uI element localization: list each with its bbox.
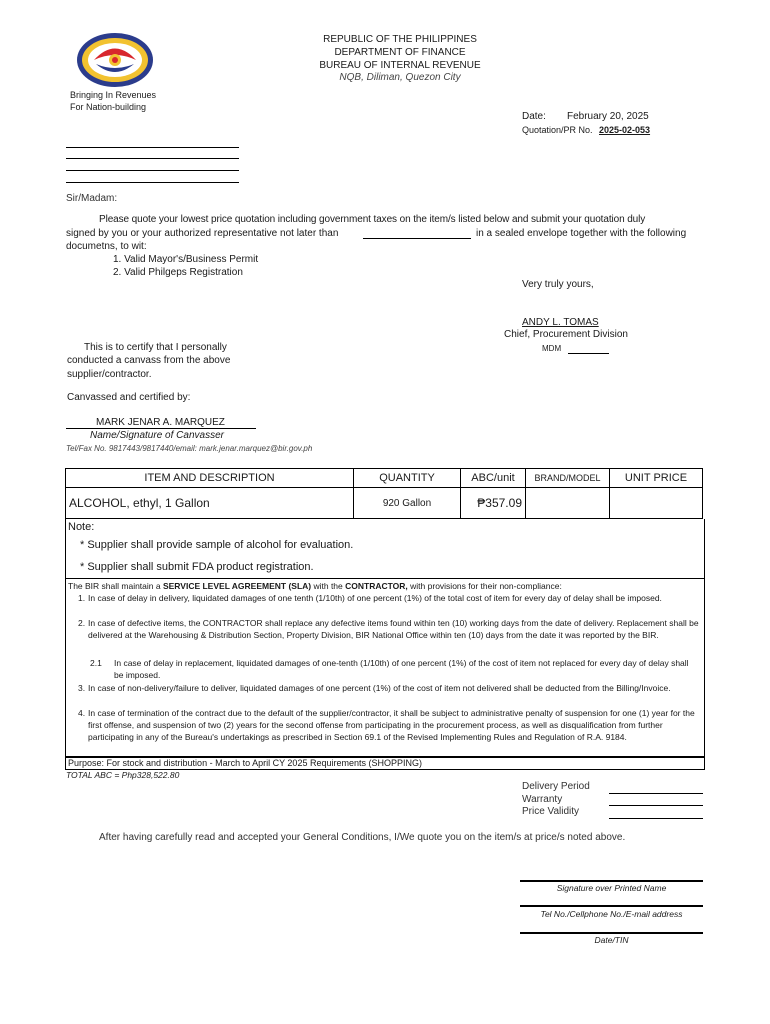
item-abc: ₱357.09 bbox=[461, 488, 526, 519]
tel-line[interactable] bbox=[520, 905, 703, 907]
col-abc-unit: ABC/unit bbox=[461, 469, 526, 488]
sla-box bbox=[65, 578, 705, 758]
canvasser-contact: Tel/Fax No. 9817443/9817440/email: mark.jenar.marquez@bir.gov.ph bbox=[66, 444, 313, 453]
qpr-value: 2025-02-053 bbox=[599, 125, 651, 135]
table-row bbox=[66, 488, 703, 519]
header-republic: REPUBLIC OF THE PHILIPPINES bbox=[323, 34, 477, 45]
header-department: DEPARTMENT OF FINANCE bbox=[334, 47, 466, 58]
motto-line-1: Bringing In Revenues bbox=[70, 90, 157, 100]
item-description: ALCOHOL, ethyl, 1 Gallon bbox=[66, 488, 354, 519]
signatory-title: Chief, Procurement Division bbox=[504, 329, 628, 340]
warranty-label: Warranty bbox=[522, 794, 563, 805]
supplier-line-2 bbox=[66, 158, 239, 159]
col-item-description: ITEM AND DESCRIPTION bbox=[66, 469, 354, 488]
motto-line-2: For Nation-building bbox=[70, 102, 147, 112]
item-unit-price-field[interactable] bbox=[610, 488, 703, 519]
supplier-line-4 bbox=[66, 182, 239, 183]
sla-item-1-num: 1. bbox=[78, 593, 86, 603]
note-label: Note: bbox=[68, 521, 95, 533]
warranty-field[interactable] bbox=[609, 805, 703, 806]
sla-intro-e: with provisions for their non-compliance: bbox=[407, 581, 562, 591]
canvasser-line bbox=[66, 428, 256, 429]
signature-line[interactable] bbox=[520, 880, 703, 882]
sla-item-4: In case of termination of the contract due to the default of the supplier/contractor, it shall be subject to administrative penalty of suspension for one (1) year for the first offense, and suspension of two (2) years for the second offense from participating in the procurement process, as well as disqualification from further participating in any of the Bureau's undertakings as prescribed in Section 69.1 of the Revised Implementing Rules and Regulation of R.A. 9184. bbox=[88, 708, 695, 743]
item-quantity: 920 Gallon bbox=[354, 488, 461, 519]
deadline-blank-line bbox=[363, 238, 471, 239]
purpose-box bbox=[65, 756, 705, 770]
sla-item-3: In case of non-delivery/failure to deliver, liquidated damages of one percent (1%) of the cost of item not delivered shall be deducted from the Billing/Invoice. bbox=[88, 683, 671, 693]
acceptance-text: After having carefully read and accepted your General Conditions, I/We quote you on the item/s at price/s noted above. bbox=[99, 832, 626, 843]
sla-intro bbox=[68, 580, 698, 592]
signature-caption: Signature over Printed Name bbox=[556, 883, 667, 893]
sla-intro-a: The BIR shall maintain a bbox=[68, 581, 163, 591]
sla-item-4-num: 4. bbox=[78, 708, 86, 718]
qpr-label: Quotation/PR No. bbox=[522, 125, 593, 135]
certify-line-1: This is to certify that I personally bbox=[84, 342, 227, 353]
sla-intro-c: with the bbox=[311, 581, 346, 591]
tel-caption: Tel No./Cellphone No./E-mail address bbox=[540, 909, 683, 919]
table-header-row bbox=[66, 469, 703, 488]
sla-item-2-num: 2. bbox=[78, 618, 86, 628]
signatory-name: ANDY L. TOMAS bbox=[522, 317, 599, 328]
items-table bbox=[65, 468, 703, 519]
requirement-2: 2. Valid Philgeps Registration bbox=[113, 267, 243, 278]
price-validity-field[interactable] bbox=[609, 818, 703, 819]
date-value: February 20, 2025 bbox=[567, 111, 649, 122]
col-quantity: QUANTITY bbox=[354, 469, 461, 488]
date-label: Date: bbox=[522, 111, 546, 122]
supplier-line-3 bbox=[66, 170, 239, 171]
sla-intro-d: CONTRACTOR, bbox=[345, 581, 408, 591]
note-2: * Supplier shall submit FDA product registration. bbox=[80, 561, 314, 573]
sla-item-2-1: In case of delay in replacement, liquidated damages of one-tenth (1/10th) of one percent (1%) of the cost of item not replaced for every day of delay shall be imposed. bbox=[114, 658, 689, 681]
sla-item-2-1-num: 2.1 bbox=[90, 658, 102, 668]
intro-line-2a: signed by you or your authorized representative not later than bbox=[66, 228, 339, 239]
intro-line-2b: in a sealed envelope together with the following bbox=[476, 228, 687, 239]
total-abc: TOTAL ABC = Php328,522.80 bbox=[66, 770, 180, 780]
sla-item-3-num: 3. bbox=[78, 683, 86, 693]
col-unit-price: UNIT PRICE bbox=[610, 469, 703, 488]
header-address: NQB, Diliman, Quezon City bbox=[339, 72, 461, 83]
item-brand-field[interactable] bbox=[526, 488, 610, 519]
col-brand-model: BRAND/MODEL bbox=[526, 469, 610, 488]
intro-line-3: documetns, to wit: bbox=[66, 241, 147, 252]
date-tin-caption: Date/TIN bbox=[594, 935, 629, 945]
canvasser-caption: Name/Signature of Canvasser bbox=[90, 430, 224, 441]
requirement-1: 1. Valid Mayor's/Business Permit bbox=[113, 254, 259, 265]
closing: Very truly yours, bbox=[522, 279, 594, 290]
mdm-initials: MDM bbox=[542, 344, 562, 353]
canvassed-label: Canvassed and certified by: bbox=[67, 392, 191, 403]
sla-item-1: In case of delay in delivery, liquidated damages of one tenth (1/10th) of one percent (1%) of the total cost of item for every day of delay shall be imposed. bbox=[88, 593, 662, 603]
purpose-text: Purpose: For stock and distribution - March to April CY 2025 Requirements (SHOPPING) bbox=[68, 758, 422, 768]
delivery-period-field[interactable] bbox=[609, 793, 703, 794]
certify-line-2: conducted a canvass from the above bbox=[67, 355, 231, 366]
salutation: Sir/Madam: bbox=[66, 193, 118, 204]
supplier-line-1 bbox=[66, 147, 239, 148]
delivery-period-label: Delivery Period bbox=[522, 781, 590, 792]
sla-intro-b: SERVICE LEVEL AGREEMENT (SLA) bbox=[162, 581, 312, 591]
date-tin-line[interactable] bbox=[520, 932, 703, 934]
price-validity-label: Price Validity bbox=[522, 806, 580, 817]
bir-seal-logo bbox=[76, 32, 154, 88]
intro-line-1: Please quote your lowest price quotation including government taxes on the item/s listed below and submit your quotation duly bbox=[99, 214, 646, 225]
sla-item-2: In case of defective items, the CONTRACTOR shall replace any defective items found within ten (10) working days from the date of delivery. Replacement shall be delivered at the Warehousing & Distribution Section, Property Division, BIR National Office within ten (10) days from the date it was reported by the BIR. bbox=[88, 618, 699, 641]
mdm-line bbox=[568, 353, 609, 354]
certify-line-3: supplier/contractor. bbox=[67, 369, 152, 380]
note-1: * Supplier shall provide sample of alcohol for evaluation. bbox=[80, 539, 354, 551]
notes-box bbox=[65, 519, 705, 579]
header-bureau: BUREAU OF INTERNAL REVENUE bbox=[319, 60, 481, 71]
canvasser-name: MARK JENAR A. MARQUEZ bbox=[96, 417, 225, 428]
